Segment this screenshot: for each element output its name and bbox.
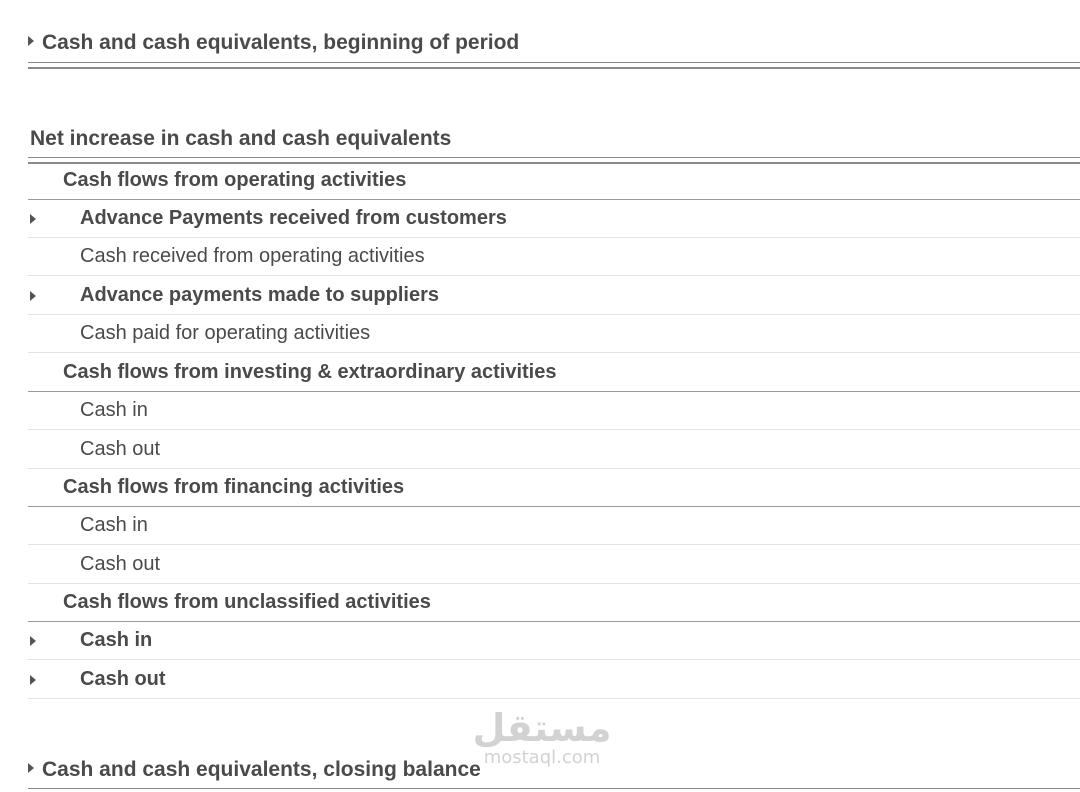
- unclassified-group-label: Cash flows from unclassified activities: [63, 591, 431, 613]
- financing-group-label: Cash flows from financing activities: [63, 476, 405, 498]
- double-divider: [28, 62, 1080, 69]
- investing-group-label: Cash flows from investing & extraordinary activities: [63, 361, 557, 383]
- row-label: Cash paid for operating activities: [80, 322, 371, 344]
- caret-right-icon[interactable]: [30, 291, 36, 301]
- caret-right-icon[interactable]: [30, 214, 36, 224]
- row-label: Cash out: [80, 668, 166, 690]
- caret-right-icon[interactable]: [30, 675, 36, 685]
- row-unclassified-cash-in[interactable]: [28, 622, 1080, 660]
- beginning-balance-row[interactable]: [28, 31, 1080, 55]
- operating-group-header: [28, 162, 1080, 200]
- row-label: Cash out: [80, 438, 161, 460]
- row-unclassified-cash-out[interactable]: [28, 661, 1080, 699]
- row-investing-cash-in: [28, 392, 1080, 430]
- investing-group-header: [28, 354, 1080, 392]
- row-advance-payments-made[interactable]: [28, 277, 1080, 315]
- row-cash-received-operating: [28, 238, 1080, 276]
- row-label: Cash in: [80, 399, 148, 421]
- financing-group-header: [28, 469, 1080, 507]
- caret-right-icon[interactable]: [28, 36, 34, 46]
- row-label: Cash out: [80, 553, 161, 575]
- watermark-arabic: مستقل: [472, 706, 612, 750]
- row-cash-paid-operating: [28, 315, 1080, 353]
- row-label: Advance Payments received from customers: [80, 207, 507, 229]
- row-label: Cash received from operating activities: [80, 245, 425, 267]
- closing-balance-row[interactable]: [28, 758, 1080, 782]
- unclassified-group-header: [28, 584, 1080, 622]
- row-label: Advance payments made to suppliers: [80, 284, 440, 306]
- net-increase-label: Net increase in cash and cash equivalents: [30, 127, 452, 150]
- row-investing-cash-out: [28, 431, 1080, 469]
- caret-right-icon[interactable]: [30, 636, 36, 646]
- beginning-balance-label: Cash and cash equivalents, beginning of period: [42, 31, 520, 54]
- watermark-latin: mostaql.com: [483, 747, 601, 768]
- row-financing-cash-out: [28, 546, 1080, 584]
- divider: [28, 788, 1080, 791]
- closing-balance-label: Cash and cash equivalents, closing balance: [42, 758, 481, 781]
- row-advance-payments-received[interactable]: [28, 200, 1080, 238]
- row-label: Cash in: [80, 514, 148, 536]
- net-increase-title: [30, 127, 1080, 151]
- row-label: Cash in: [80, 629, 153, 651]
- operating-group-label: Cash flows from operating activities: [63, 169, 407, 191]
- row-financing-cash-in: [28, 507, 1080, 545]
- caret-right-icon[interactable]: [28, 763, 34, 773]
